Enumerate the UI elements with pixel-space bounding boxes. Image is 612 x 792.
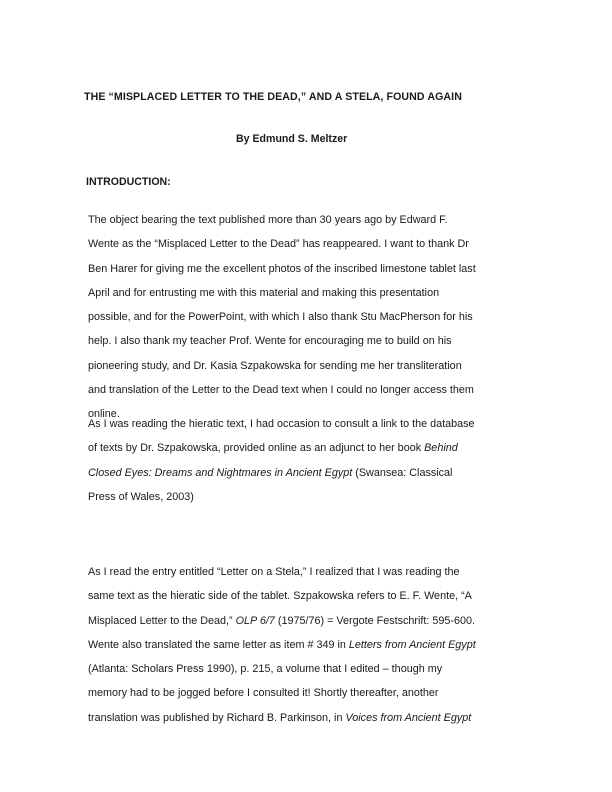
text-line: same text as the hieratic side of the tablet. Szpakowska refers to E. F. Wente, “A (88, 590, 472, 603)
book-title-italic: Behind (424, 442, 458, 455)
text-line: April and for entrusting me with this material and making this presentation (88, 286, 440, 299)
text-line: As I was reading the hieratic text, I had occasion to consult a link to the database (88, 418, 475, 430)
text-segment: translation was published by Richard B. Parkinson, in (88, 711, 346, 724)
journal-title-italic: OLP 6/7 (235, 614, 275, 627)
author-byline: By Edmund S. Meltzer (236, 133, 348, 145)
text-segment: of texts by Dr. Szpakowska, provided online as an adjunct to her book (88, 442, 425, 455)
text-line (88, 706, 532, 730)
paragraph-3 (88, 560, 532, 730)
text-segment: Misplaced Letter to the Dead,” (88, 614, 236, 627)
book-title-italic: Voices from Ancient Egypt (345, 711, 472, 724)
paragraph-1 (88, 208, 532, 427)
text-line: pioneering study, and Dr. Kasia Szpakowska for sending me her transliteration (88, 359, 462, 372)
paragraph-2 (88, 412, 532, 509)
text-line (88, 436, 532, 460)
text-line: (Atlanta: Scholars Press 1990), p. 215, a volume that I edited – though my (88, 663, 443, 676)
text-line: possible, and for the PowerPoint, with which I also thank Stu MacPherson for his (88, 311, 473, 324)
text-line: Press of Wales, 2003) (88, 490, 194, 503)
text-segment: Wente also translated the same letter as item # 349 in (88, 638, 349, 651)
text-segment: (Swansea: Classical (352, 466, 453, 479)
section-heading-introduction: INTRODUCTION: (86, 176, 171, 188)
text-line: The object bearing the text published more than 30 years ago by Edward F. (88, 214, 448, 226)
text-line: Ben Harer for giving me the excellent photos of the inscribed limestone tablet last (88, 262, 476, 275)
document-title: THE “MISPLACED LETTER TO THE DEAD,” AND A STELA, FOUND AGAIN (84, 91, 462, 103)
text-line: memory had to be jogged before I consulted it! Shortly thereafter, another (88, 687, 439, 700)
text-segment: (1975/76) = Vergote Festschrift: 595-600. (274, 614, 476, 627)
text-line: As I read the entry entitled “Letter on a Stela,” I realized that I was reading the (88, 566, 460, 578)
text-line: Wente as the “Misplaced Letter to the Dead” has reappeared. I want to thank Dr (88, 238, 469, 251)
text-line (88, 633, 532, 657)
text-line (88, 461, 532, 485)
text-line: and translation of the Letter to the Dead text when I could no longer access them (88, 384, 474, 397)
text-line: help. I also thank my teacher Prof. Wente for encouraging me to build on his (88, 335, 452, 348)
text-line: online. (88, 408, 120, 421)
book-title-italic: Closed Eyes: Dreams and Nightmares in Ancient Egypt (88, 466, 353, 479)
book-title-italic: Letters from Ancient Egypt (348, 638, 476, 651)
text-line (88, 609, 532, 633)
